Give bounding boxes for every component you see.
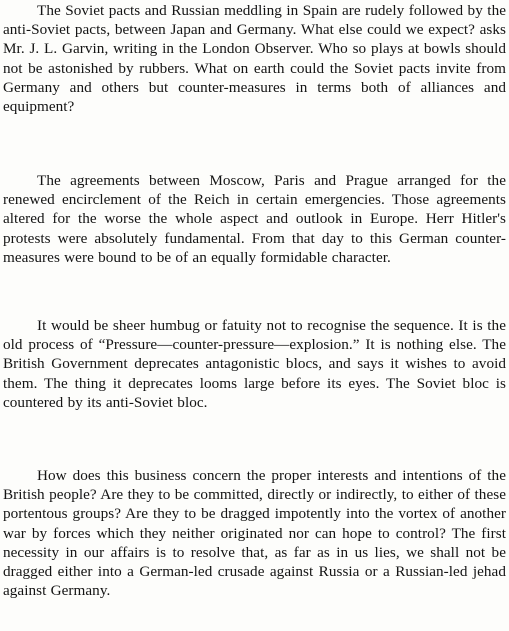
paragraph-moscow-paris-prague-agreements: The agreements between Moscow, Paris and Prague arranged for the renewed encirclement of the Reich in certain emergencies. Those agreements altered for the worse the whole aspect and outlook in Europe. Herr Hitler's protests were absolutely fundamental. From that day to this German counter-measures were bound to be of an equally formidable character. (3, 172, 506, 266)
paragraph-british-interests: How does this business concern the proper interests and intentions of the British people? Are they to be committed, directly or indirectly, to either of these portentous groups? Are they to be dragged impotently into the vortex of another war by forces which they neither originated nor can hope to control? The first necessity in our affairs is to resolve that, as far as in us lies, we shall not be dragged either into a German-led crusade against Russia or a Russian-led jehad against Germany. (3, 467, 506, 600)
paragraph-pressure-sequence: It would be sheer humbug or fatuity not to recognise the sequence. It is the old process of “Pressure—counter-pressure—explosion.” It is nothing else. The British Government deprecates antagonistic blocs, and says it wishes to avoid them. The thing it deprecates looms large before its eyes. The Soviet bloc is countered by its anti-Soviet bloc. (3, 317, 506, 411)
paragraph-soviet-pacts: The Soviet pacts and Russian meddling in Spain are rudely followed by the anti-Soviet pacts, between Japan and Germany. What else could we expect? asks Mr. J. L. Garvin, writing in the London Observer. Who so plays at bowls should not be astonished by rubbers. What on earth could the Soviet pacts invite from Germany and others but counter-measures in terms both of alliances and equipment? (3, 2, 506, 116)
